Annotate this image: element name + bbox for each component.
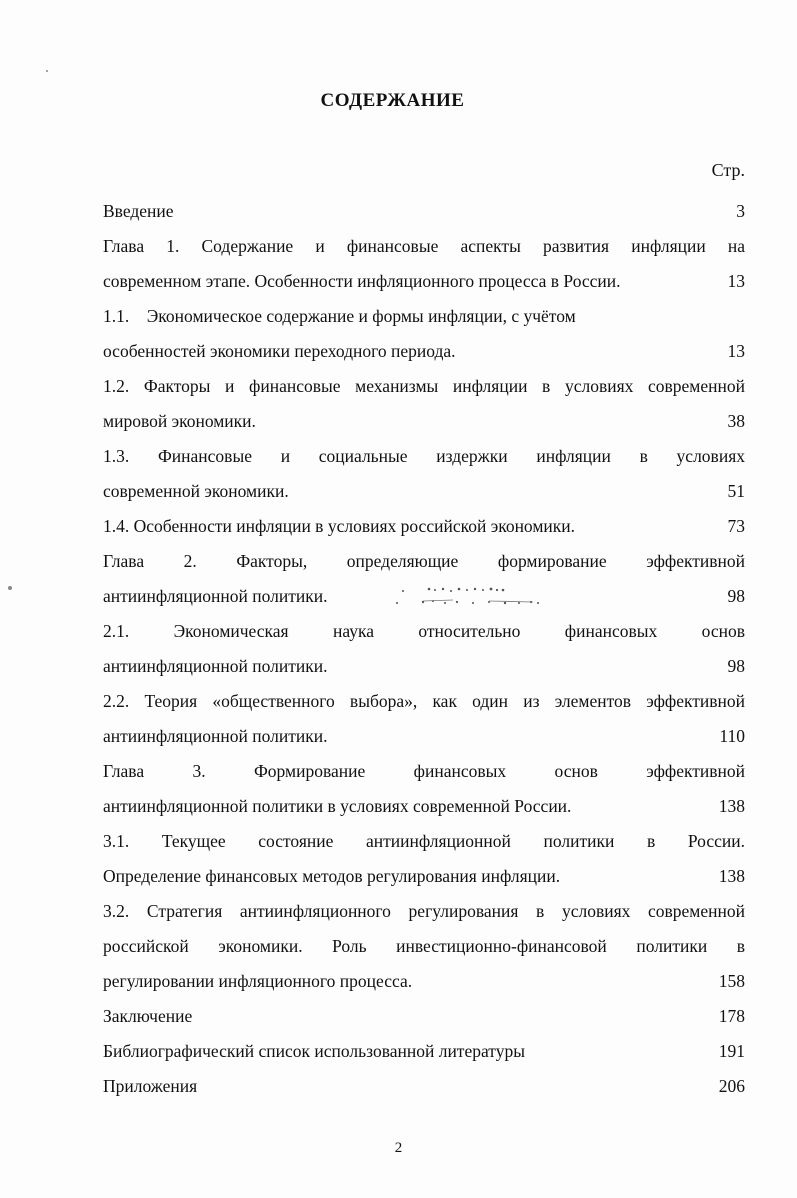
scan-speck: [8, 586, 12, 590]
toc-entry-text: 3.2. Стратегия антиинфляционного регулирования в условиях современной: [103, 901, 745, 921]
toc-entry-section-1-2: [103, 369, 745, 439]
toc-entry-section-1-3: [103, 439, 745, 509]
toc-entry-introduction: [103, 194, 745, 229]
toc-entry-page: 110: [719, 726, 745, 746]
scan-smudge: [393, 583, 543, 613]
toc-entry-page: 73: [727, 516, 745, 536]
toc-entry-appendices: [103, 1069, 745, 1104]
toc-entry-text: Приложения: [103, 1076, 198, 1096]
toc-entry-page: 138: [718, 796, 745, 816]
toc-entry-text: антиинфляционной политики в условиях современной России.: [103, 796, 572, 816]
toc-entry-conclusion: [103, 999, 745, 1034]
toc-entry-page: 13: [727, 271, 745, 291]
toc-entry-page: 98: [727, 586, 745, 606]
toc-entry-page: 191: [718, 1041, 745, 1061]
toc-entry-text: Глава 1. Содержание и финансовые аспекты развития инфляции на: [103, 236, 745, 256]
toc-entry-text: Заключение: [103, 1006, 193, 1026]
toc-entry-text: 1.3. Финансовые и социальные издержки инфляции в условиях: [103, 446, 745, 466]
toc-entry-text: современной экономики.: [103, 481, 289, 501]
toc-entry-text: 1.1. Экономическое содержание и формы инфляции, с учётом: [103, 306, 576, 326]
toc-entry-text: 2.2. Теория «общественного выбора», как один из элементов эффективной: [103, 691, 745, 711]
toc-entry-page: 98: [727, 656, 745, 676]
toc-entry-section-3-1: [103, 824, 745, 894]
toc-entry-text: 2.1. Экономическая наука относительно финансовых основ: [103, 621, 745, 641]
page-title: СОДЕРЖАНИЕ: [320, 90, 465, 111]
toc-entry-text: Глава 2. Факторы, определяющие формирование эффективной: [103, 551, 745, 571]
toc-entry-bibliography: [103, 1034, 745, 1069]
toc-entry-page: 158: [718, 971, 745, 991]
toc-entry-text: Введение: [103, 201, 174, 221]
page-number: 2: [394, 1140, 403, 1156]
table-of-contents: [103, 194, 745, 1104]
toc-entry-section-1-1: [103, 299, 745, 369]
toc-entry-text: особенностей экономики переходного периода.: [103, 341, 456, 361]
toc-entry-text: регулировании инфляционного процесса.: [103, 971, 413, 991]
toc-entry-page: 206: [718, 1076, 745, 1096]
toc-entry-text: антиинфляционной политики.: [103, 586, 328, 606]
toc-entry-page: 138: [718, 866, 745, 886]
toc-entry-section-1-4: [103, 509, 745, 544]
toc-entry-section-3-2: [103, 894, 745, 999]
toc-entry-text: 1.4. Особенности инфляции в условиях российской экономики.: [103, 516, 576, 536]
page-column-label: Стр.: [711, 160, 745, 180]
toc-entry-text: современном этапе. Особенности инфляционного процесса в России.: [103, 271, 621, 291]
toc-entry-section-2-1: [103, 614, 745, 684]
toc-entry-text: антиинфляционной политики.: [103, 726, 328, 746]
toc-entry-page: 13: [727, 341, 745, 361]
toc-entry-page: 51: [727, 481, 745, 501]
toc-entry-chapter-1: [103, 229, 745, 299]
toc-entry-text: мировой экономики.: [103, 411, 256, 431]
toc-entry-text: 1.2. Факторы и финансовые механизмы инфляции в условиях современной: [103, 376, 745, 396]
toc-entry-page: 3: [736, 201, 745, 221]
toc-entry-page: 38: [727, 411, 745, 431]
toc-entry-text: антиинфляционной политики.: [103, 656, 328, 676]
toc-entry-text: Библиографический список использованной литературы: [103, 1041, 525, 1061]
toc-entry-page: 178: [718, 1006, 745, 1026]
scan-speck: [46, 70, 48, 72]
toc-entry-text: 3.1. Текущее состояние антиинфляционной политики в России.: [103, 831, 745, 851]
toc-entry-section-2-2: [103, 684, 745, 754]
toc-entry-text: Глава 3. Формирование финансовых основ эффективной: [103, 761, 745, 781]
toc-entry-chapter-3: [103, 754, 745, 824]
toc-entry-text: Определение финансовых методов регулирования инфляции.: [103, 866, 561, 886]
toc-entry-text: российской экономики. Роль инвестиционно-финансовой политики в: [103, 936, 745, 956]
